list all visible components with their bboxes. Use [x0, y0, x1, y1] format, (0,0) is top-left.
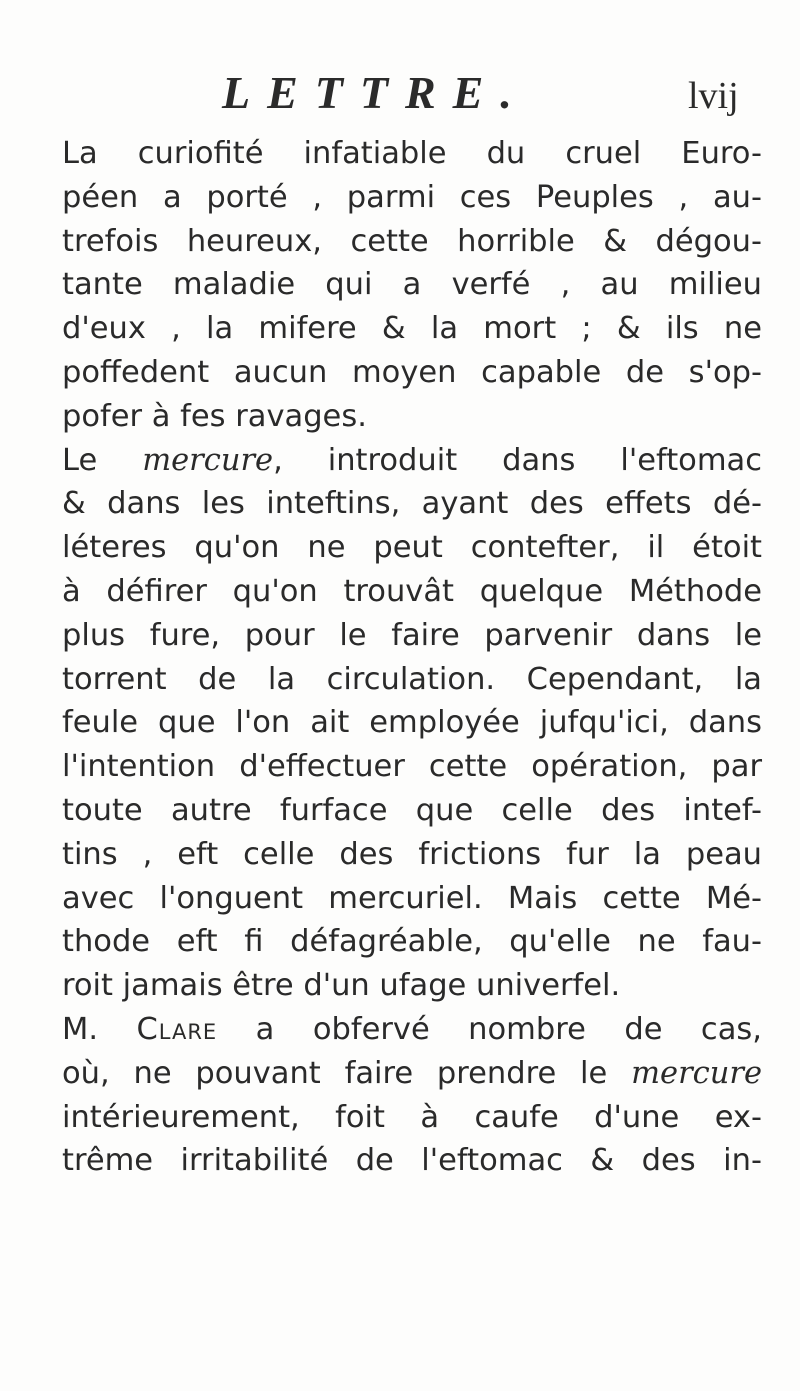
text-segment: pofer à fes ravages. [62, 398, 367, 434]
paragraph [62, 1008, 762, 1183]
text-segment: où, ne pouvant faire prendre le [62, 1055, 632, 1091]
text-line [62, 920, 762, 964]
text-line [62, 263, 762, 307]
paragraph [62, 439, 762, 1008]
text-line [62, 789, 762, 833]
text-line [62, 658, 762, 702]
page-number: lvij [688, 75, 739, 117]
text-segment: trême irritabilité de l'eftomac & des in- [62, 1143, 762, 1179]
small-caps-name: Clare [136, 1011, 218, 1047]
text-segment: intérieurement, foit à caufe d'une ex- [62, 1099, 762, 1135]
text-line [62, 1096, 762, 1140]
text-segment: M. [62, 1011, 137, 1047]
text-line [62, 176, 762, 220]
text-line [62, 351, 762, 395]
text-line [62, 570, 762, 614]
text-line [62, 220, 762, 264]
text-segment: & dans les inteftins, ayant des effets dé- [62, 486, 762, 522]
text-line [62, 877, 762, 921]
text-segment: Le [62, 442, 143, 478]
text-segment: d'eux , la mifere & la mort ; & ils ne [62, 311, 762, 347]
text-segment: péen a porté , parmi ces Peuples , au- [62, 179, 762, 215]
text-line [62, 307, 762, 351]
text-line [62, 1052, 762, 1096]
text-line [62, 833, 762, 877]
text-line [62, 614, 762, 658]
text-line [62, 395, 762, 439]
text-segment: torrent de la circulation. Cependant, la [62, 661, 762, 697]
text-segment: l'intention d'effectuer cette opération, par [62, 749, 762, 785]
text-segment: poffedent aucun moyen capable de s'op- [62, 354, 762, 390]
text-segment: roit jamais être d'un ufage univerfel. [62, 968, 621, 1004]
text-segment: tins , eft celle des frictions fur la peau [62, 836, 762, 872]
text-segment: , introduit dans l'eftomac [273, 442, 762, 478]
text-line [62, 439, 762, 483]
text-line [62, 701, 762, 745]
text-segment: toute autre furface que celle des intef- [62, 792, 762, 828]
text-line [62, 526, 762, 570]
text-segment: trefois heureux, cette horrible & dégou- [62, 223, 762, 259]
text-segment: feule que l'on ait employée jufqu'ici, dans [62, 705, 762, 741]
text-segment: plus fure, pour le faire parvenir dans le [62, 617, 762, 653]
italic-word: mercure [631, 1055, 762, 1091]
body-text [62, 132, 762, 1183]
text-segment: à défirer qu'on trouvât quelque Méthode [62, 573, 762, 609]
italic-word: mercure [142, 442, 274, 478]
text-line [62, 745, 762, 789]
text-line [62, 964, 762, 1008]
text-line [62, 1008, 762, 1052]
text-segment: avec l'onguent mercuriel. Mais cette Mé- [62, 880, 762, 916]
text-line [62, 132, 762, 176]
text-line [62, 482, 762, 526]
text-segment: tante maladie qui a verfé , au milieu [62, 267, 762, 303]
paragraph [62, 132, 762, 439]
text-segment: La curiofité infatiable du cruel Euro- [62, 136, 762, 171]
text-line [62, 1139, 762, 1183]
text-segment: thode eft fi défagréable, qu'elle ne fau- [62, 924, 762, 960]
running-title: LETTRE. [222, 67, 529, 118]
running-head [222, 66, 752, 126]
text-segment: léteres qu'on ne peut contefter, il étoit [62, 530, 762, 566]
text-segment: a obfervé nombre de cas, [217, 1011, 762, 1047]
